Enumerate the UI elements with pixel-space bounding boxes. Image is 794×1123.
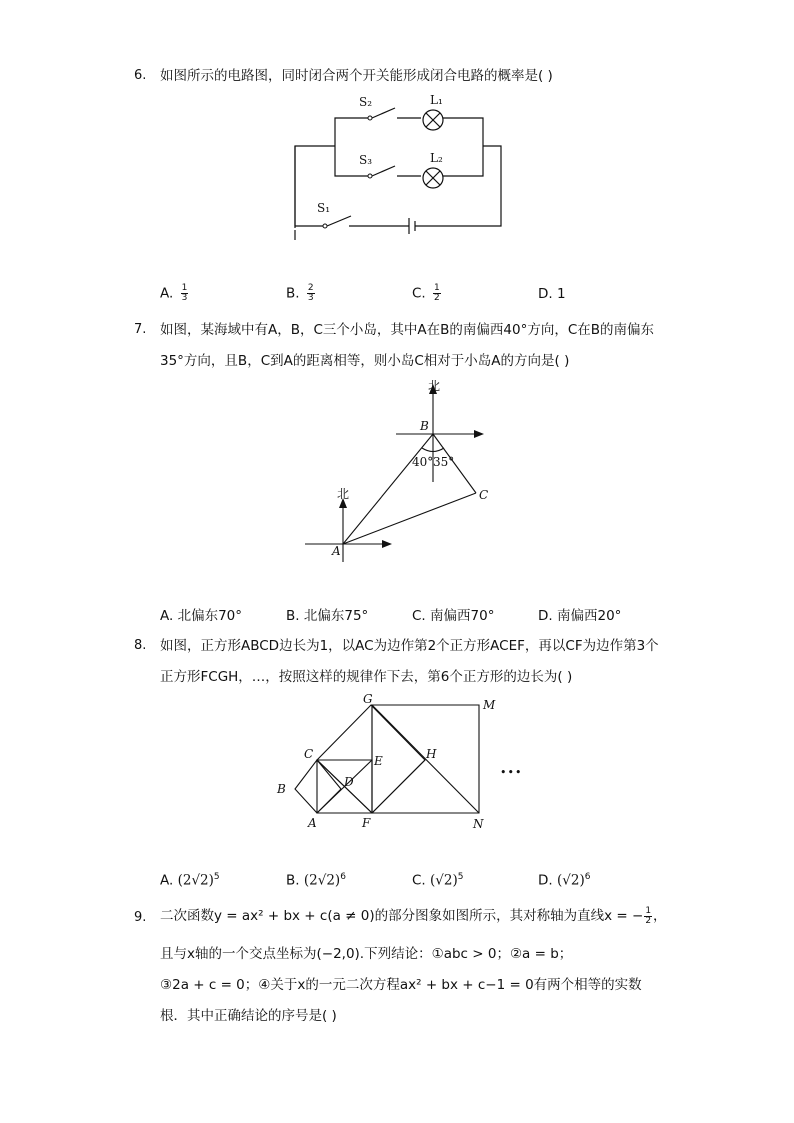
s3-label: S₃	[359, 153, 373, 167]
q8-option-c[interactable]	[412, 872, 463, 889]
q8-option-b[interactable]	[286, 872, 346, 889]
point-a-label: A	[332, 544, 341, 558]
option-base: (2√2)	[303, 872, 341, 889]
frac-num: 2	[307, 283, 314, 293]
question-9-line2: 且与x轴的一个交点坐标为(−2,0).下列结论：①abc > 0；②a = b；	[160, 946, 573, 962]
angle-40-label: 40°	[412, 455, 434, 469]
point-n-label: N	[473, 817, 484, 831]
circuit-diagram	[285, 90, 515, 240]
option-exponent: 5	[457, 872, 464, 882]
option-letter: C.	[412, 608, 426, 624]
point-f-label: F	[362, 816, 371, 830]
frac-num: 1	[645, 905, 652, 916]
q6-option-b[interactable]	[286, 284, 318, 303]
q9-line1-text: 二次函数y = ax² + bx + c(a ≠ 0)的部分图象如图所示，其对称轴为直线x = −	[160, 908, 644, 924]
option-letter: A.	[160, 285, 174, 302]
point-b-label: B	[420, 419, 429, 433]
option-value: 1	[556, 286, 566, 302]
option-letter: C.	[412, 872, 426, 889]
option-letter: D.	[538, 286, 553, 302]
question-8-line1: 如图，正方形ABCD边长为1，以AC为边作第2个正方形ACEF，再以CF为边作第3个	[160, 638, 659, 654]
s2-label: S₂	[359, 95, 373, 109]
q7-option-c[interactable]	[412, 604, 494, 624]
question-7-line1: 如图，某海域中有A，B，C三个小岛，其中A在B的南偏西40°方向，C在B的南偏东	[160, 322, 655, 338]
q7-option-d[interactable]	[538, 604, 621, 624]
option-letter: B.	[286, 608, 300, 624]
option-text: 北偏东70°	[177, 608, 243, 624]
frac-den: 3	[307, 293, 314, 303]
north-label-b: 北	[428, 379, 441, 393]
question-9-line1	[160, 906, 667, 926]
q8-option-d[interactable]	[538, 872, 590, 889]
question-7-number: 7.	[134, 322, 147, 337]
frac-den: 2	[434, 293, 440, 303]
s1-label: S₁	[317, 201, 331, 215]
angle-35-label: 35°	[433, 455, 455, 469]
north-label-a: 北	[337, 487, 350, 501]
squares-diagram	[270, 690, 530, 835]
point-m-label: M	[483, 698, 496, 712]
q7-option-b[interactable]	[286, 604, 368, 624]
option-text: 南偏西20°	[556, 608, 622, 624]
frac-num: 1	[181, 283, 188, 293]
l2-label: L₂	[430, 151, 443, 165]
point-c-label: C	[304, 747, 314, 761]
question-7-line2: 35°方向，且B，C到A的距离相等，则小岛C相对于小岛A的方向是( )	[160, 353, 570, 369]
frac-den: 3	[181, 293, 188, 303]
frac-num: 1	[434, 283, 440, 293]
frac-den: 2	[645, 915, 652, 926]
point-b-label: B	[277, 782, 286, 796]
point-a-label: A	[308, 816, 317, 830]
option-letter: C.	[412, 285, 426, 302]
option-base: (√2)	[556, 872, 585, 889]
point-g-label: G	[363, 692, 373, 706]
q6-option-c[interactable]	[412, 284, 444, 303]
question-9-line4: 根．其中正确结论的序号是( )	[160, 1008, 337, 1024]
ellipsis-dots: •••	[500, 766, 523, 779]
point-d-label: D	[344, 775, 354, 789]
option-text: 北偏东75°	[303, 608, 369, 624]
question-6-number: 6.	[134, 68, 147, 83]
q7-option-a[interactable]	[160, 604, 242, 624]
point-e-label: E	[374, 754, 383, 768]
point-h-label: H	[426, 747, 437, 761]
q6-option-a[interactable]	[160, 284, 191, 303]
option-letter: D.	[538, 608, 553, 624]
option-letter: D.	[538, 872, 553, 889]
option-base: (√2)	[430, 872, 458, 889]
option-letter: B.	[286, 872, 300, 889]
question-9-number: 9.	[134, 910, 147, 925]
option-exponent: 5	[213, 872, 220, 882]
question-8-line2: 正方形FCGH，…，按照这样的规律作下去，第6个正方形的边长为( )	[160, 669, 573, 685]
q9-line1-end: ，	[653, 908, 667, 924]
option-letter: B.	[286, 285, 300, 302]
question-9-line3: ③2a + c = 0；④关于x的一元二次方程ax² + bx + c−1 = 0有两个相等的实数	[160, 977, 642, 993]
option-letter: A.	[160, 608, 174, 624]
option-exponent: 6	[340, 872, 346, 882]
option-letter: A.	[160, 872, 174, 889]
l1-label: L₁	[430, 93, 443, 107]
question-8-number: 8.	[134, 638, 147, 653]
option-exponent: 6	[584, 872, 591, 882]
compass-diagram	[300, 376, 500, 566]
option-base: (2√2)	[177, 872, 214, 889]
q8-option-a[interactable]	[160, 872, 220, 889]
option-text: 南偏西70°	[430, 608, 495, 624]
question-6-text: 如图所示的电路图，同时闭合两个开关能形成闭合电路的概率是( )	[160, 68, 553, 84]
point-c-label: C	[479, 488, 489, 502]
q6-option-d[interactable]	[538, 286, 566, 302]
